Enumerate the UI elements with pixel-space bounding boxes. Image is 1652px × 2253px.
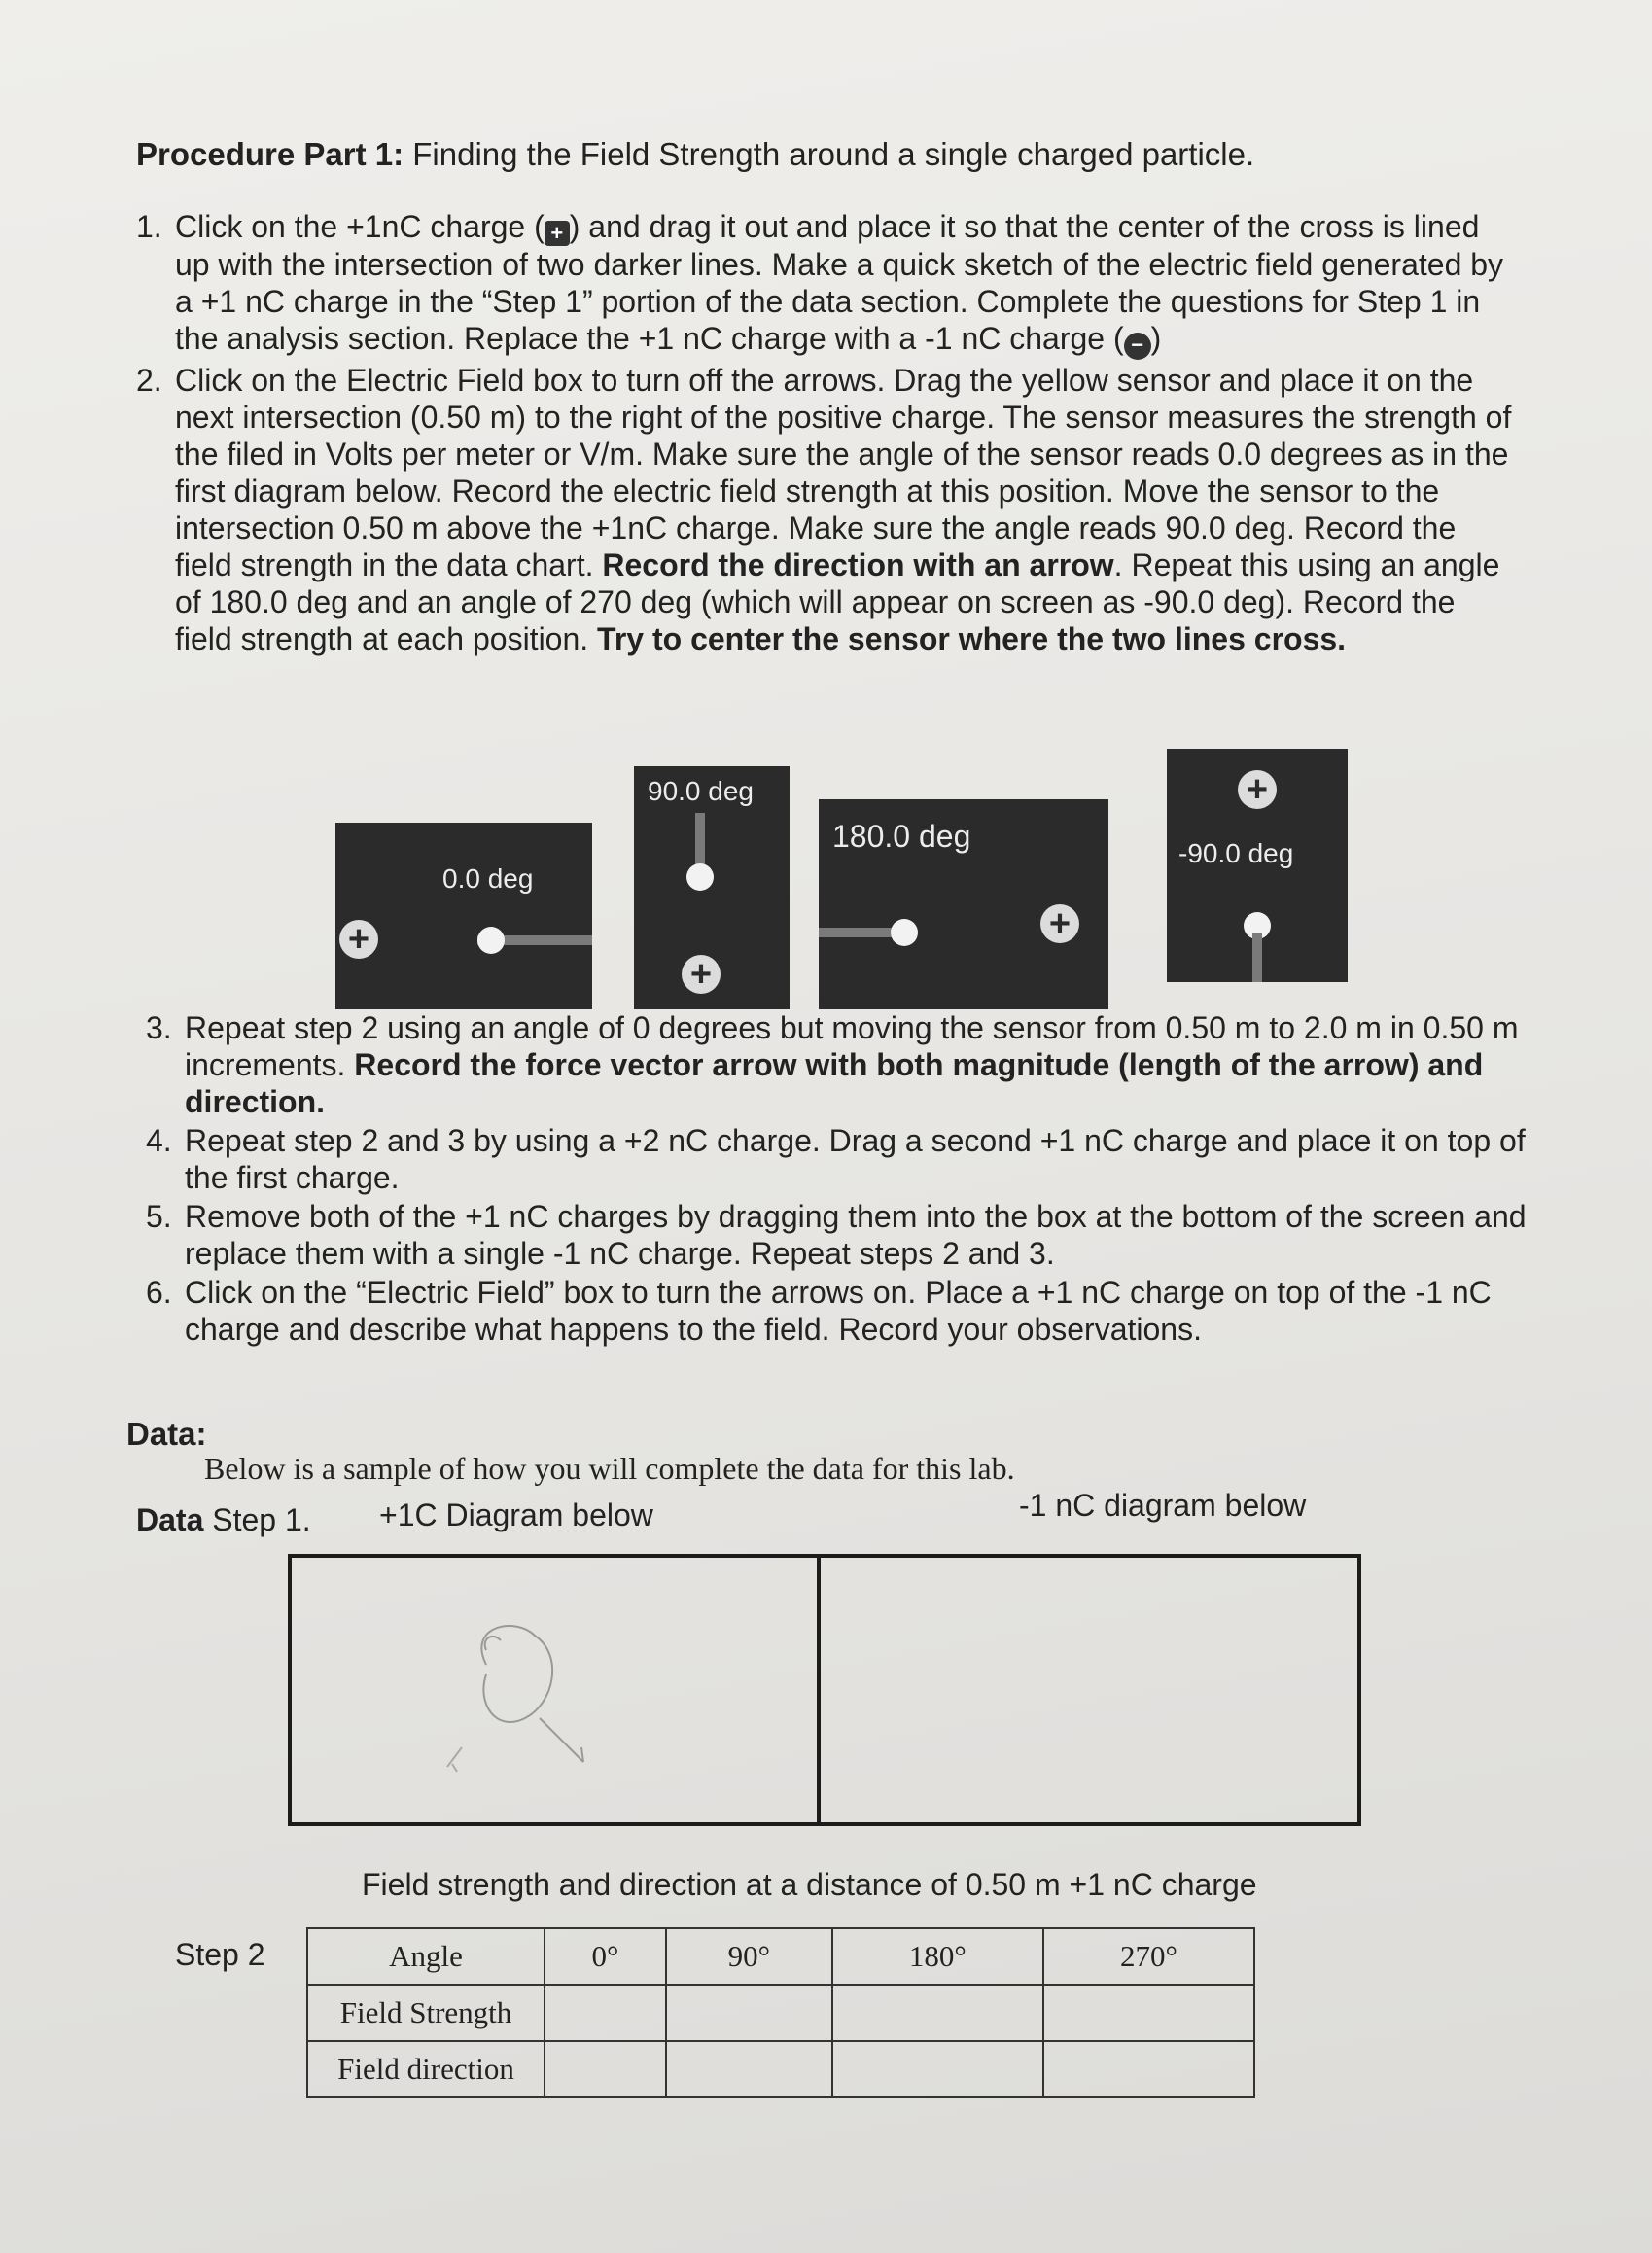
step-2-text-a: Click on the Electric Field box to turn off the arrows. Drag the yellow sensor and place it on the next intersection (0.50 m) to the right of the positive charge. The sensor measures the strength of the filed in Volts per meter or V/m. Make sure the angle of the sensor reads 0.0 degrees as in the first diagram below. Record the electric field strength at this position. Move the sensor to the intersection 0.50 m above the +1nC charge. Make sure the angle reads 90.0 deg. Record the field strength in the data chart. (175, 363, 1512, 582)
step-1-text-b: ) and drag it out and place it so that the center of the cross is lined up with the intersection of two darker lines. Make a quick sketch of the electric field generated by a +1 nC charge in the “Step 1” portion of the data section. Complete the questions for Step 1 in the analysis section. Replace the +1 nC charge with a -1 nC charge ( (175, 209, 1504, 356)
pencil-sketch-mark (485, 1637, 501, 1650)
pencil-sketch-arrow (540, 1718, 583, 1762)
data-step-1-bold: Data (136, 1502, 204, 1537)
step-text (175, 208, 1517, 360)
step-text (175, 362, 1517, 657)
step-1 (136, 208, 1517, 360)
sketch-boxes (288, 1554, 1361, 1826)
pencil-sketch-mark (447, 1747, 462, 1772)
step-1-text-a: Click on the +1nC charge ( (175, 209, 545, 244)
step-number: 6. (146, 1275, 172, 1310)
procedure-title-bold: Procedure Part 1: (136, 136, 404, 172)
step-2-bold-a: Record the direction with an arrow (602, 547, 1114, 582)
sensor-screenshots (335, 749, 1356, 1011)
table-cell[interactable] (666, 1985, 832, 2041)
table-header-cell: Angle (307, 1928, 545, 1985)
data-step-1-label (136, 1502, 311, 1538)
sensor-0-deg-panel (335, 823, 592, 1009)
negative-charge-icon: − (1124, 333, 1151, 360)
table-cell[interactable] (545, 2041, 666, 2097)
plus-charge-icon: + (339, 920, 378, 959)
pencil-sketch-loop (481, 1626, 552, 1722)
table-row (307, 2041, 1254, 2097)
step-text: Remove both of the +1 nC charges by dragging them into the box at the bottom of the screen and replace them with a single -1 nC charge. Repeat steps 2 and 3. (185, 1199, 1527, 1271)
step-5 (146, 1198, 1556, 1272)
step-text: Click on the “Electric Field” box to turn the arrows on. Place a +1 nC charge on top of the -1 nC charge and describe what happens to the field. Record your observations. (185, 1275, 1492, 1347)
sample-note: Below is a sample of how you will complete the data for this lab. (204, 1451, 1015, 1486)
step-3-text: Repeat step 2 using an angle of 0 degrees but moving the sensor from 0.50 m to 2.0 m in 0.50 m increments. (185, 1010, 1519, 1082)
sensor-dot (477, 927, 505, 954)
table-cell[interactable] (666, 2041, 832, 2097)
step-1-text-c: ) (1150, 321, 1162, 356)
step-number: 4. (146, 1123, 172, 1158)
sensor-arrow (819, 928, 896, 937)
table-header-row (307, 1928, 1254, 1985)
box-divider (817, 1558, 821, 1822)
step-3-bold: Record the force vector arrow with both magnitude (length of the arrow) and direction. (185, 1047, 1484, 1119)
procedure-steps (136, 208, 1517, 659)
data-step-1-text: Step 1. (203, 1502, 311, 1537)
positive-sketch-area (292, 1558, 817, 1822)
sensor-270-deg-panel (1167, 749, 1348, 982)
negative-diagram-label: -1 nC diagram below (1019, 1488, 1307, 1523)
table-cell[interactable] (1043, 2041, 1254, 2097)
table-cell[interactable] (832, 2041, 1043, 2097)
angle-label: -90.0 deg (1178, 838, 1294, 868)
table-row (307, 1985, 1254, 2041)
step-2-label: Step 2 (175, 1937, 265, 1972)
step-number: 1. (136, 209, 162, 244)
step-2-text-b: . Repeat this using an angle of 180.0 deg and an angle of 270 deg (which will appear on screen as -90.0 deg). Record the field strength at each position. (175, 547, 1500, 656)
table-header-cell: 0° (545, 1928, 666, 1985)
positive-charge-icon: + (545, 221, 570, 246)
table-header-cell: 180° (832, 1928, 1043, 1985)
angle-label: 90.0 deg (648, 776, 754, 806)
procedure-steps-continued (146, 1009, 1556, 1350)
positive-diagram-label: +1C Diagram below (379, 1497, 653, 1532)
sensor-dot (686, 863, 714, 891)
step-6 (146, 1274, 1556, 1348)
field-strength-table (306, 1927, 1255, 2098)
table-header-cell: 270° (1043, 1928, 1254, 1985)
table-cell[interactable] (1043, 1985, 1254, 2041)
table-cell[interactable] (832, 1985, 1043, 2041)
sensor-90-deg-panel (634, 766, 790, 1009)
plus-charge-icon: + (1238, 770, 1277, 809)
step-number: 3. (146, 1010, 172, 1045)
angle-label: 0.0 deg (442, 863, 534, 894)
step-text (185, 1009, 1556, 1120)
step-3 (146, 1009, 1556, 1120)
row-label: Field Strength (307, 1985, 545, 2041)
step-4 (146, 1122, 1556, 1196)
table-header-cell: 90° (666, 1928, 832, 1985)
step-2 (136, 362, 1517, 657)
sensor-arrow (1252, 933, 1262, 982)
plus-charge-icon: + (682, 955, 721, 994)
procedure-title (136, 136, 1254, 173)
table-caption: Field strength and direction at a distance of 0.50 m +1 nC charge (362, 1867, 1257, 1902)
procedure-title-text: Finding the Field Strength around a single charged particle. (404, 136, 1255, 172)
data-heading: Data: (126, 1416, 207, 1452)
sensor-dot (891, 919, 918, 946)
row-label: Field direction (307, 2041, 545, 2097)
sensor-180-deg-panel (819, 799, 1108, 1009)
step-number: 5. (146, 1199, 172, 1234)
step-number: 2. (136, 363, 162, 398)
angle-label: 180.0 deg (832, 819, 971, 854)
step-text: Repeat step 2 and 3 by using a +2 nC charge. Drag a second +1 nC charge and place it on top of the first charge. (185, 1123, 1526, 1195)
table-cell[interactable] (545, 1985, 666, 2041)
plus-charge-icon: + (1040, 904, 1079, 943)
step-2-bold-b: Try to center the sensor where the two lines cross. (597, 621, 1347, 656)
